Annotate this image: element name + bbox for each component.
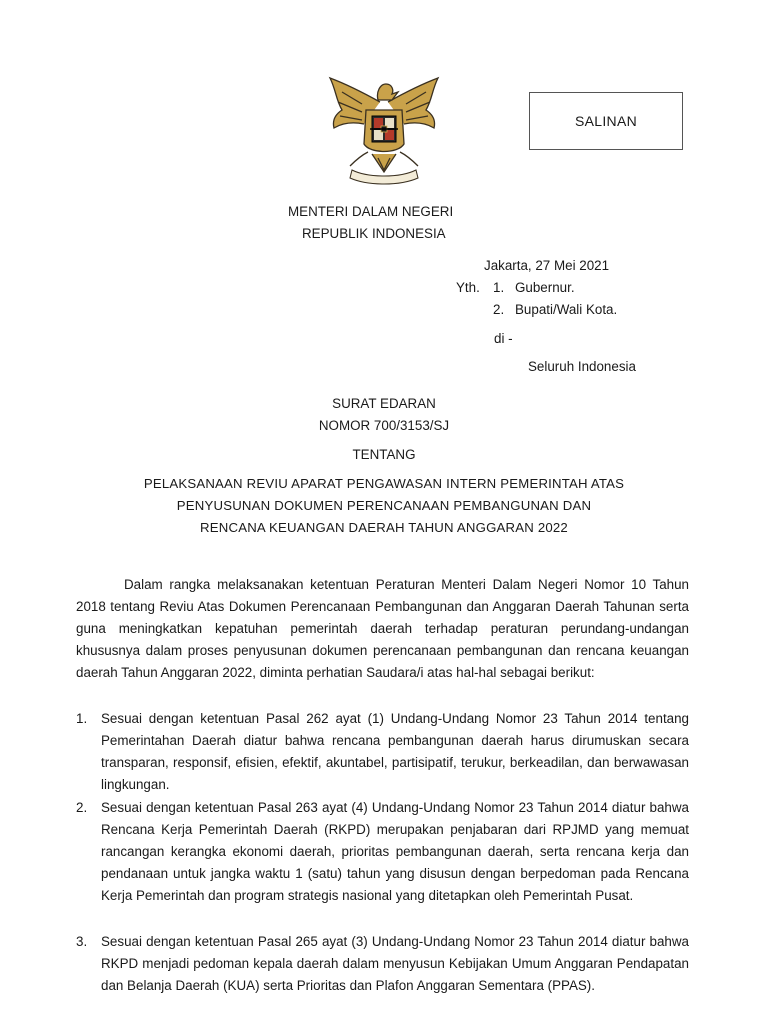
- list-item-number: 2.: [76, 800, 88, 815]
- sender-line-1: MENTERI DALAM NEGERI: [288, 204, 454, 219]
- recipient-location: Seluruh Indonesia: [528, 359, 636, 374]
- copy-stamp: [529, 92, 683, 150]
- garuda-emblem-icon: [322, 70, 446, 188]
- title-line-2: PENYUSUNAN DOKUMEN PERENCANAAN PEMBANGUNAN DAN: [176, 498, 592, 513]
- stamp-label: SALINAN: [574, 113, 637, 129]
- letter-about: TENTANG: [352, 447, 416, 462]
- list-item-text: Sesuai dengan ketentuan Pasal 262 ayat (1) Undang-Undang Nomor 23 Tahun 2014 tentang Pemerintahan Daerah diatur bahwa rencana pembangunan daerah harus dirumuskan secara transparan, responsif, efisien, efektif, akuntabel, partisipatif, terukur, berkeadilan, dan berwawasan lingkungan.: [101, 711, 689, 792]
- letter-number: NOMOR 700/3153/SJ: [318, 418, 450, 433]
- recipient-1-num: 1.: [493, 280, 505, 295]
- recipient-1-label: Gubernur.: [515, 280, 575, 295]
- place-date: Jakarta, 27 Mei 2021: [484, 258, 610, 273]
- yth-label: Yth.: [456, 280, 480, 295]
- recipient-2-num: 2.: [493, 302, 505, 317]
- list-item: [76, 931, 689, 997]
- list-item-text: Sesuai dengan ketentuan Pasal 263 ayat (4) Undang-Undang Nomor 23 Tahun 2014 diatur bahwa Rencana Kerja Pemerintah Daerah (RKPD) merupakan penjabaran dari RPJMD yang memuat rancangan kerangka ekonomi daerah, prioritas pembangunan daerah, serta rencana kerja dan pendanaan untuk jangka waktu 1 (satu) tahun yang disusun dengan berpedoman pada Rencana Kerja Pemerintah dan program strategis nasional yang ditetapkan oleh Pemerintah Pusat.: [101, 800, 689, 903]
- recipient-2-label: Bupati/Wali Kota.: [515, 302, 618, 317]
- letter-type: SURAT EDARAN: [332, 396, 436, 411]
- list-item-text: Sesuai dengan ketentuan Pasal 265 ayat (3) Undang-Undang Nomor 23 Tahun 2014 diatur bahwa RKPD menjadi pedoman kepala daerah dalam menyusun Kebijakan Umum Anggaran Pendapatan dan Belanja Daerah (KUA) serta Prioritas dan Plafon Anggaran Sementara (PPAS).: [101, 934, 689, 993]
- sender-line-2: REPUBLIK INDONESIA: [302, 226, 446, 241]
- list-item: [76, 708, 689, 796]
- title-line-1: PELAKSANAAN REVIU APARAT PENGAWASAN INTERN PEMERINTAH ATAS: [143, 476, 625, 491]
- intro-paragraph: Dalam rangka melaksanakan ketentuan Peraturan Menteri Dalam Negeri Nomor 10 Tahun 2018 tentang Reviu Atas Dokumen Perencanaan Pembangunan dan Anggaran Daerah Tahunan serta guna meningkatkan kepatuhan pemerintah daerah terhadap peraturan perundang-undangan khususnya dalam proses penyusunan dokumen perencanaan pembangunan dan rencana keuangan daerah Tahun Anggaran 2022, diminta perhatian Saudara/i atas hal-hal sebagai berikut:: [76, 577, 689, 680]
- list-item-number: 1.: [76, 711, 88, 726]
- list-item-number: 3.: [76, 934, 88, 949]
- title-line-3: RENCANA KEUANGAN DAERAH TAHUN ANGGARAN 2022: [200, 520, 568, 535]
- di-label: di -: [494, 331, 513, 346]
- list-item: [76, 797, 689, 907]
